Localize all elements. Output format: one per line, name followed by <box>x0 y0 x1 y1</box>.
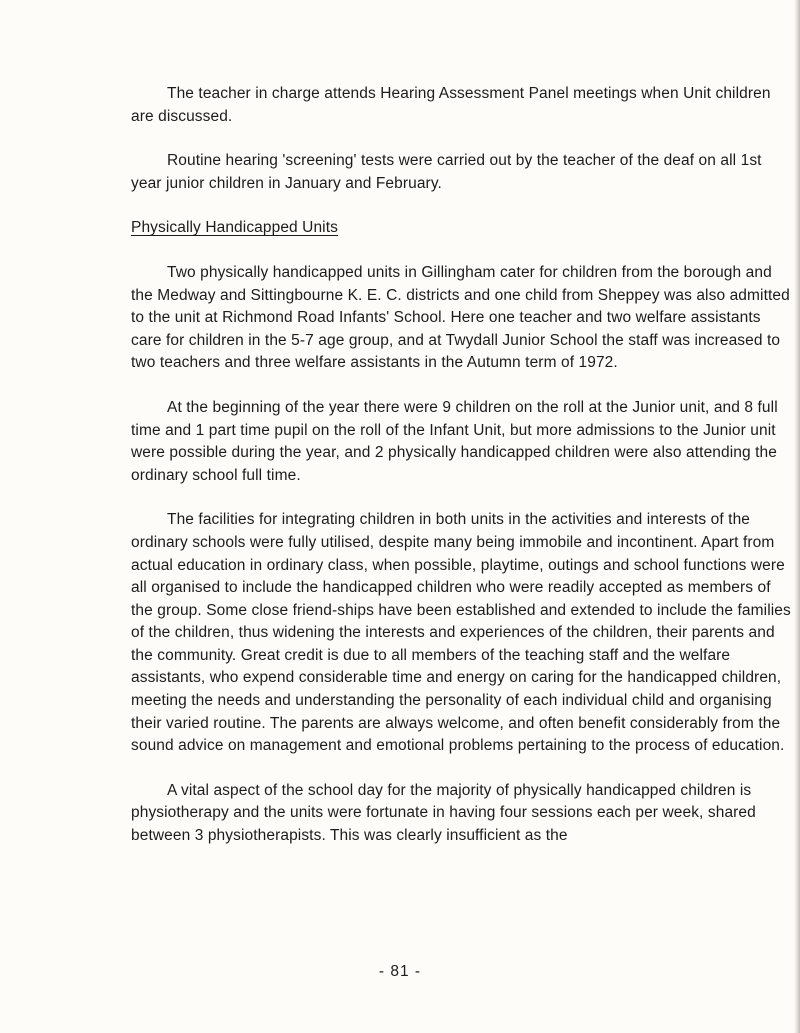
paragraph-physiotherapy: A vital aspect of the school day for the majority of physically handicapped children is physiotherapy and the units were fortunate in having four sessions each per week, shared between 3 physiotherapists. This was clearly insufficient as the <box>131 781 756 845</box>
paragraph-roll-numbers: At the beginning of the year there were 9 children on the roll at the Junior unit, and 8 full time and 1 part time pupil on the roll of the Infant Unit, but more admissions to the Junior unit were possible during the year, and 2 physically handicapped children were also attending the ordinary school full time. <box>131 398 778 484</box>
page-number: - 81 - <box>378 963 422 980</box>
paragraph-units-overview: Two physically handicapped units in Gillingham cater for children from the borough and the Medway and Sittingbourne K. E. C. districts and one child from Sheppey was also admitted to the unit at Richmond Road Infants' School. Here one teacher and two welfare assistants care for children in the 5-7 age group, and at Twydall Junior School the staff was increased to two teachers and three welfare assistants in the Autumn term of 1972. <box>131 263 790 372</box>
paragraph-integration: The facilities for integrating children in both units in the activities and interests of the ordinary schools were fully utilised, despite many being immobile and incontinent. Apart from actual education in ordinary class, when possible, playtime, outings and school functions were all organised to include the handicapped children who were readily accepted as members of the group. Some close friend-ships have been established and extended to include the families of the children, thus widening the interests and experiences of the children, their parents and the community. Great credit is due to all members of the teaching staff and the welfare assistants, who expend considerable time and energy on caring for the handicapped children, meeting the needs and understanding the personality of each individual child and organising their varied routine. The parents are always welcome, and often benefit considerably from the sound advice on management and emotional problems pertaining to the process of education. <box>131 511 791 755</box>
document-body <box>131 83 795 848</box>
paragraph-hearing-panel: The teacher in charge attends Hearing Assessment Panel meetings when Unit children are discussed. <box>131 85 771 125</box>
section-heading: Physically Handicapped Units <box>131 219 338 237</box>
paragraph-screening: Routine hearing 'screening' tests were carried out by the teacher of the deaf on all 1st year junior children in January and February. <box>131 152 762 192</box>
